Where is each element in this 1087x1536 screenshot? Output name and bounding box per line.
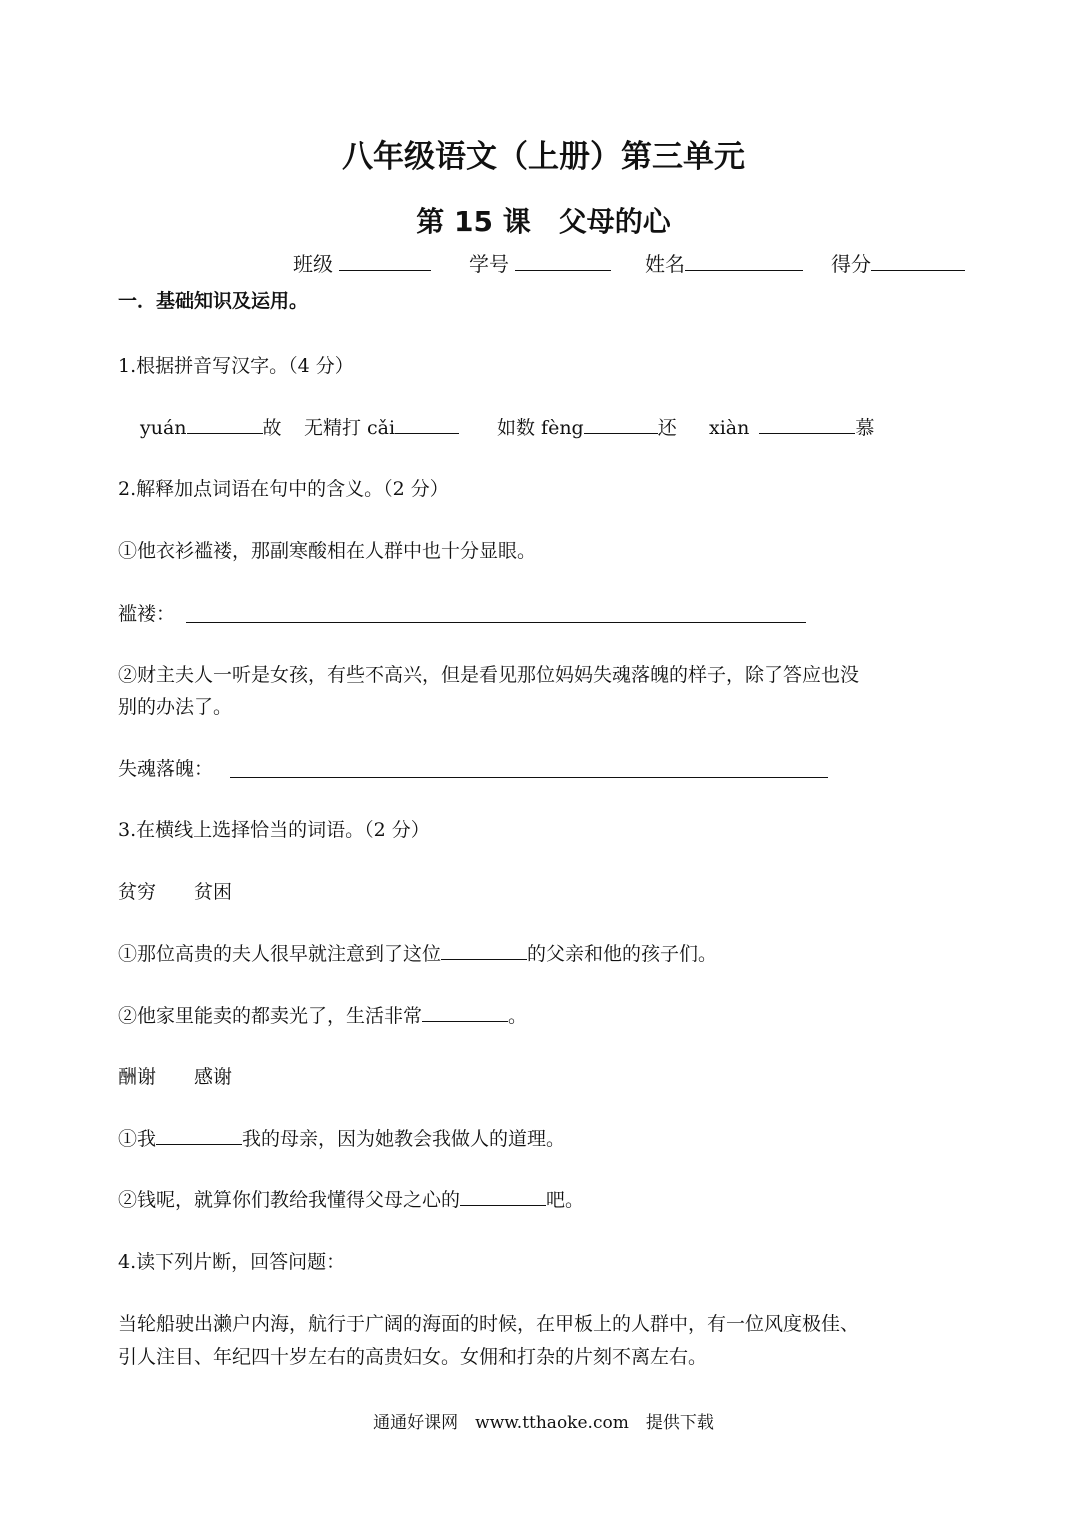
page-title: 八年级语文（上册）第三单元: [342, 139, 745, 175]
q3-blank-b1[interactable]: [156, 1124, 242, 1145]
q2-answer-line-1[interactable]: [186, 622, 806, 623]
info-number: [469, 248, 611, 277]
score-blank[interactable]: [871, 250, 965, 271]
q1-item-4: xiàn 慕: [709, 411, 874, 445]
q1-item-1: yuán 故: [140, 411, 282, 445]
score-label: 得分: [831, 252, 871, 276]
q4-passage-line-2: 引人注目、年纪四十岁左右的高贵妇女。女佣和打杂的片刻不离左右。: [118, 1346, 708, 1368]
class-label: 班级: [293, 252, 333, 276]
q1-blank-2[interactable]: [395, 413, 459, 434]
q1-prompt: 1.根据拼音写汉字。（4 分）: [118, 355, 354, 377]
q3-sentence-b2: ②钱呢，就算你们教给我懂得父母之心的 吧。: [118, 1183, 584, 1217]
q3-sentence-b1: ①我 我的母亲，因为她教会我做人的道理。: [118, 1122, 565, 1156]
lesson-title: 第 15 课 父母的心: [416, 205, 671, 238]
q2-sentence-1: ①他衣衫褴褛，那副寒酸相在人群中也十分显眼。: [118, 540, 537, 562]
info-score: [831, 248, 965, 277]
class-blank[interactable]: [339, 250, 431, 271]
q3-sentence-a2: ②他家里能卖的都卖光了，生活非常 。: [118, 999, 527, 1033]
info-name: [645, 248, 803, 277]
name-label: 姓名: [645, 252, 685, 276]
number-label: 学号: [469, 252, 509, 276]
footer: 通通好课网 www.tthaoke.com 提供下载: [373, 1413, 714, 1433]
q2-word-1: 褴褛：: [118, 603, 176, 625]
number-blank[interactable]: [515, 250, 611, 271]
q2-word-2: 失魂落魄：: [118, 758, 214, 780]
q2-answer-line-2[interactable]: [230, 777, 828, 778]
q2-prompt: 2.解释加点词语在句中的含义。（2 分）: [118, 478, 449, 500]
section-heading: 一．基础知识及运用。: [118, 290, 309, 312]
q1-blank-4[interactable]: [759, 413, 855, 434]
q1-blank-1[interactable]: [187, 413, 263, 434]
q3-word-pair-1: 贫穷 贫困: [118, 881, 233, 903]
info-class: [293, 248, 431, 277]
q4-prompt: 4.读下列片断，回答问题：: [118, 1251, 346, 1273]
q4-passage-line-1: 当轮船驶出濑户内海，航行于广阔的海面的时候，在甲板上的人群中，有一位风度极佳、: [118, 1313, 860, 1335]
q3-word-pair-2: 酬谢 感谢: [118, 1066, 233, 1088]
q1-blank-3[interactable]: [584, 413, 658, 434]
q3-blank-a2[interactable]: [422, 1001, 508, 1022]
q3-blank-a1[interactable]: [441, 939, 527, 960]
name-blank[interactable]: [685, 250, 803, 271]
q2-sentence-2-line-2: 别的办法了。: [118, 696, 233, 718]
q3-prompt: 3.在横线上选择恰当的词语。（2 分）: [118, 819, 430, 841]
q1-item-2: 无精打 cǎi: [304, 411, 459, 445]
q3-blank-b2[interactable]: [460, 1185, 546, 1206]
q2-sentence-2-line-1: ②财主夫人一听是女孩，有些不高兴，但是看见那位妈妈失魂落魄的样子，除了答应也没: [118, 664, 860, 686]
q1-item-3: 如数 fèng 还: [497, 411, 677, 445]
q3-sentence-a1: ①那位高贵的夫人很早就注意到了这位 的父亲和他的孩子们。: [118, 937, 717, 971]
